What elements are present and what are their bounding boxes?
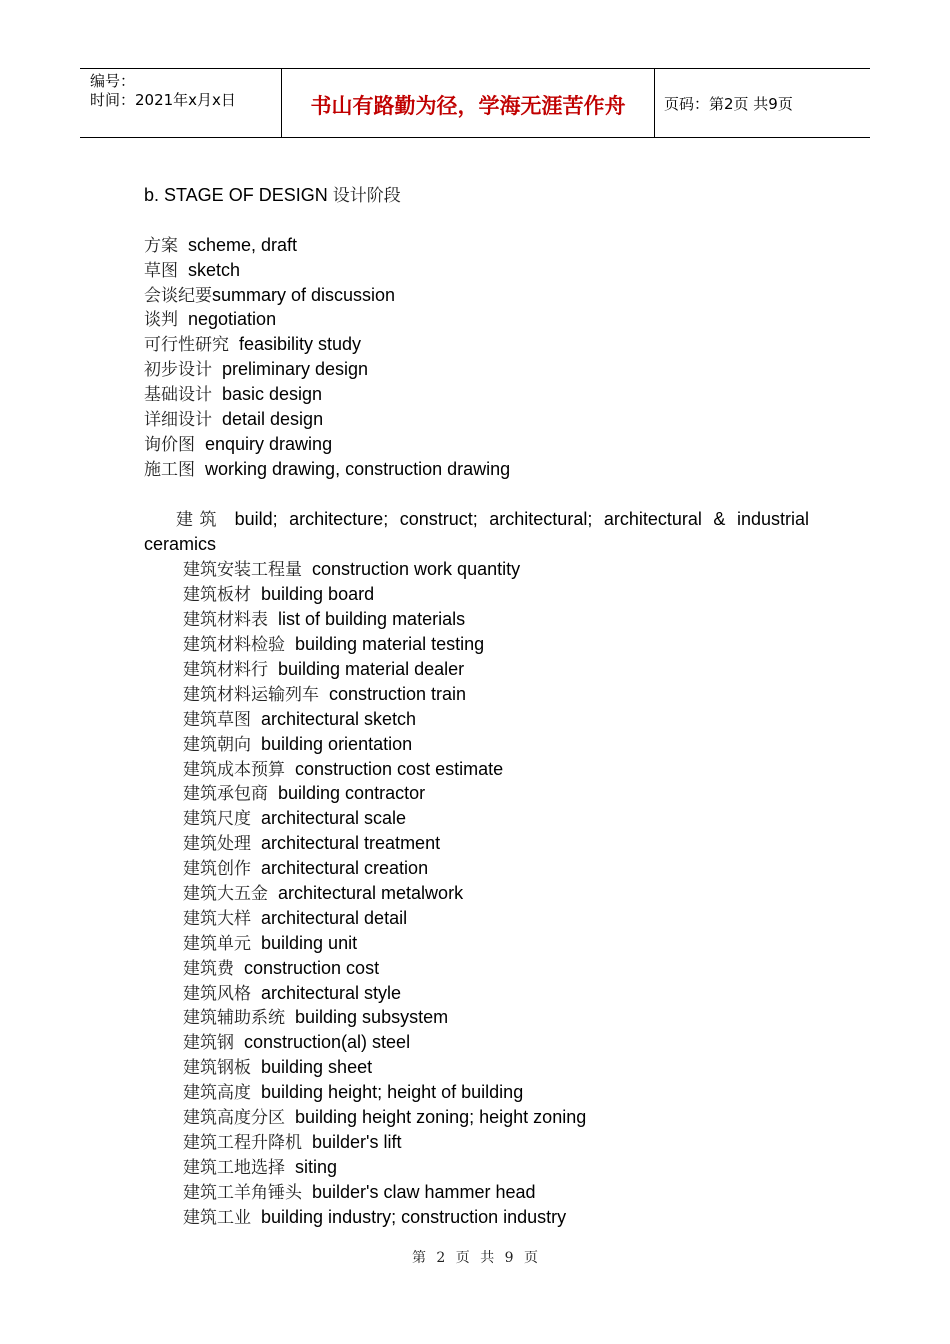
- glossary-entry: [144, 981, 809, 1006]
- term-chinese: 建筑成本预算: [183, 759, 285, 780]
- term-chinese: 会谈纪要: [144, 285, 212, 306]
- term-english: enquiry drawing: [195, 433, 333, 454]
- glossary-entry: [144, 1005, 809, 1030]
- term-english: architectural creation: [251, 858, 429, 879]
- glossary-entry: [144, 1205, 809, 1230]
- term-chinese: 建筑安装工程量: [183, 560, 302, 581]
- term-chinese: 建筑风格: [183, 983, 251, 1004]
- term-chinese: 建筑工地选择: [183, 1157, 285, 1178]
- term-english: architectural metalwork: [268, 882, 464, 903]
- glossary-entry: [144, 1180, 809, 1205]
- term-english: building material dealer: [268, 658, 465, 679]
- term-chinese: 建筑大五金: [183, 883, 268, 904]
- page-header: [80, 68, 870, 138]
- page-footer: 第 2 页 共 9 页: [411, 1250, 539, 1266]
- term-chinese: 施工图: [144, 459, 195, 480]
- term-english: architectural style: [251, 982, 402, 1003]
- term-chinese: 建筑材料检验: [183, 635, 285, 656]
- term-english: working drawing, construction drawing: [195, 458, 511, 479]
- term-english: building unit: [251, 932, 358, 953]
- term-chinese: 建筑尺度: [183, 809, 251, 830]
- glossary-entry: [144, 682, 809, 707]
- glossary-entry: [144, 407, 809, 432]
- glossary-entry: [144, 806, 809, 831]
- build-heading-en: build; architecture; construct; architectural; architectural & industrial ceramics: [144, 508, 809, 555]
- glossary-entry: [144, 707, 809, 732]
- term-english: construction(al) steel: [234, 1032, 411, 1053]
- term-chinese: 草图: [144, 260, 178, 281]
- term-english: construction work quantity: [302, 559, 521, 580]
- glossary-entry: [144, 831, 809, 856]
- glossary-entry: [144, 1105, 809, 1130]
- glossary-entry: [144, 382, 809, 407]
- glossary-entry: [144, 657, 809, 682]
- glossary-content: [144, 183, 809, 1229]
- term-chinese: 建筑草图: [183, 709, 251, 730]
- glossary-entry: [144, 856, 809, 881]
- glossary-entry: [144, 1155, 809, 1180]
- term-english: building material testing: [285, 634, 485, 655]
- term-english: negotiation: [178, 309, 277, 330]
- term-english: construction train: [319, 683, 467, 704]
- term-chinese: 建筑高度分区: [183, 1107, 285, 1128]
- term-english: architectural treatment: [251, 833, 441, 854]
- glossary-entry: [144, 1030, 809, 1055]
- header-page-info: 页码：第2页 共9页: [664, 95, 793, 113]
- header-page-cell: [655, 69, 870, 137]
- term-chinese: 建筑材料运输列车: [183, 684, 319, 705]
- term-chinese: 建筑工羊角锤头: [183, 1182, 302, 1203]
- term-english: detail design: [212, 409, 324, 430]
- term-chinese: 建筑工程升降机: [183, 1132, 302, 1153]
- term-english: sketch: [178, 259, 241, 280]
- term-english: architectural detail: [251, 907, 408, 928]
- term-chinese: 建筑大样: [183, 908, 251, 929]
- term-chinese: 建筑承包商: [183, 784, 268, 805]
- term-english: building industry; construction industry: [251, 1206, 567, 1227]
- term-chinese: 建筑费: [183, 958, 234, 979]
- glossary-entry: [144, 307, 809, 332]
- build-heading-zh: 建筑: [176, 509, 224, 530]
- glossary-entry: [144, 931, 809, 956]
- term-chinese: 建筑朝向: [183, 734, 251, 755]
- motto: 书山有路勤为径，学海无涯苦作舟: [310, 94, 626, 118]
- document-number-label: 编号：: [90, 72, 136, 90]
- term-chinese: 建筑材料行: [183, 659, 268, 680]
- term-english: building height; height of building: [251, 1082, 524, 1103]
- term-english: building sheet: [251, 1057, 373, 1078]
- section-title-en: b. STAGE OF DESIGN: [144, 185, 333, 205]
- term-chinese: 方案: [144, 235, 178, 256]
- glossary-entry: [144, 881, 809, 906]
- glossary-entry: [144, 283, 809, 308]
- term-chinese: 谈判: [144, 310, 178, 331]
- term-chinese: 建筑工业: [183, 1207, 251, 1228]
- term-chinese: 详细设计: [144, 410, 212, 431]
- term-english: building height zoning; height zoning: [285, 1106, 587, 1127]
- term-chinese: 建筑材料表: [183, 610, 268, 631]
- document-date: 时间：2021年x月x日: [90, 91, 236, 109]
- glossary-entry: [144, 457, 809, 482]
- term-english: building orientation: [251, 733, 413, 754]
- term-english: architectural sketch: [251, 708, 417, 729]
- term-chinese: 可行性研究: [144, 335, 229, 356]
- glossary-entry: [144, 258, 809, 283]
- term-chinese: 初步设计: [144, 360, 212, 381]
- term-english: summary of discussion: [212, 284, 396, 305]
- glossary-entry: [144, 233, 809, 258]
- term-english: building contractor: [268, 783, 426, 804]
- header-meta-cell: [80, 69, 282, 137]
- build-term-list: [144, 557, 809, 1229]
- build-heading: [144, 507, 809, 558]
- term-chinese: 建筑辅助系统: [183, 1008, 285, 1029]
- section-title: [144, 183, 809, 208]
- stage-term-list: [144, 233, 809, 482]
- term-chinese: 建筑高度: [183, 1083, 251, 1104]
- glossary-entry: [144, 432, 809, 457]
- term-english: siting: [285, 1156, 338, 1177]
- term-chinese: 建筑处理: [183, 834, 251, 855]
- term-chinese: 建筑板材: [183, 585, 251, 606]
- glossary-entry: [144, 632, 809, 657]
- glossary-entry: [144, 332, 809, 357]
- term-chinese: 建筑钢板: [183, 1058, 251, 1079]
- term-english: preliminary design: [212, 359, 369, 380]
- term-english: builder's lift: [302, 1131, 402, 1152]
- glossary-entry: [144, 757, 809, 782]
- term-english: building board: [251, 584, 375, 605]
- term-english: building subsystem: [285, 1007, 449, 1028]
- glossary-entry: [144, 582, 809, 607]
- glossary-entry: [144, 1055, 809, 1080]
- term-english: list of building materials: [268, 609, 466, 630]
- term-english: architectural scale: [251, 808, 407, 829]
- glossary-entry: [144, 557, 809, 582]
- section-title-zh: 设计阶段: [332, 186, 401, 206]
- term-english: basic design: [212, 384, 323, 405]
- spacer: [144, 482, 809, 507]
- term-english: construction cost estimate: [285, 758, 504, 779]
- glossary-entry: [144, 607, 809, 632]
- glossary-entry: [144, 1080, 809, 1105]
- spacer: [144, 208, 809, 233]
- glossary-entry: [144, 906, 809, 931]
- term-chinese: 基础设计: [144, 385, 212, 406]
- term-english: feasibility study: [229, 334, 362, 355]
- header-motto-cell: [282, 69, 655, 137]
- term-english: scheme, draft: [178, 234, 298, 255]
- term-chinese: 询价图: [144, 434, 195, 455]
- glossary-entry: [144, 357, 809, 382]
- term-english: builder's claw hammer head: [302, 1181, 536, 1202]
- glossary-entry: [144, 956, 809, 981]
- term-chinese: 建筑创作: [183, 859, 251, 880]
- glossary-entry: [144, 781, 809, 806]
- term-chinese: 建筑单元: [183, 933, 251, 954]
- glossary-entry: [144, 1130, 809, 1155]
- glossary-entry: [144, 732, 809, 757]
- term-english: construction cost: [234, 957, 380, 978]
- term-chinese: 建筑钢: [183, 1033, 234, 1054]
